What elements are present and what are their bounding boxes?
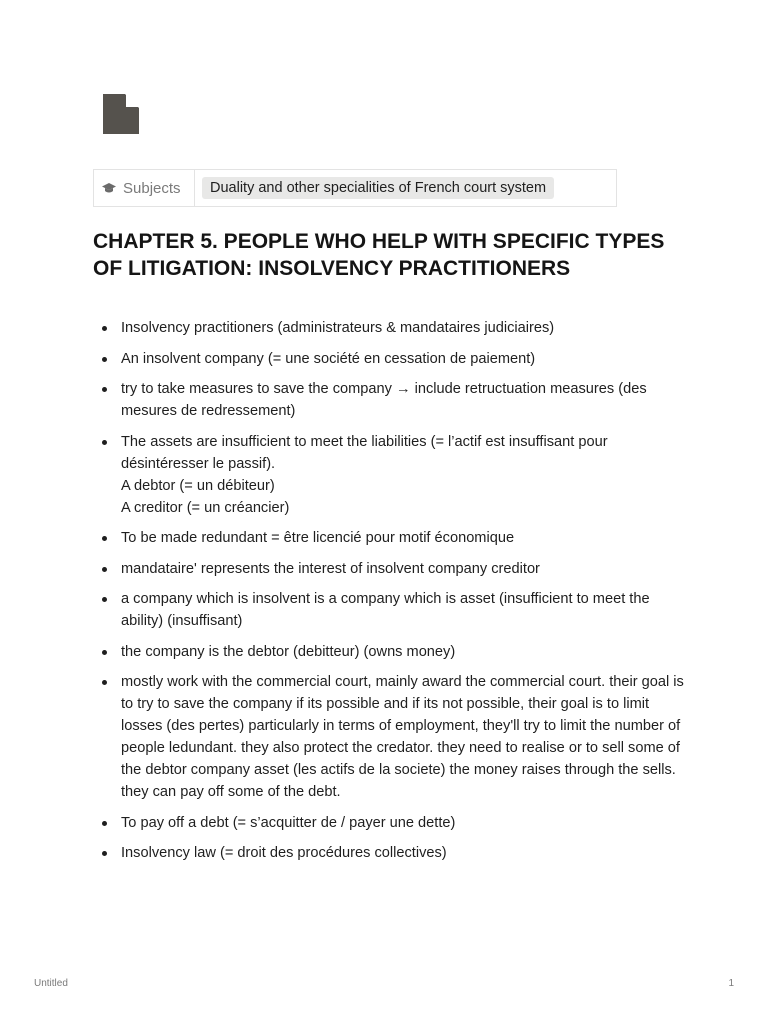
list-item: An insolvent company (= une société en cessation de paiement) [93,348,693,370]
list-item: a company which is insolvent is a company which is asset (insufficient to meet the ability) (insuffisant) [93,588,693,632]
bullet-list [93,317,693,873]
list-item: To pay off a debt (= s’acquitter de / payer une dette) [93,812,693,834]
page-title: CHAPTER 5. PEOPLE WHO HELP WITH SPECIFIC TYPES OF LITIGATION: INSOLVENCY PRACTITIONERS [93,230,665,280]
list-item: Insolvency law (= droit des procédures collectives) [93,842,693,864]
list-item: Insolvency practitioners (administrateurs & mandataires judiciaires) [93,317,693,339]
property-key-label: Subjects [123,179,181,197]
property-key[interactable] [94,170,195,206]
list-item: the company is the debtor (debitteur) (owns money) [93,641,693,663]
page-icon [103,94,139,134]
list-item: mostly work with the commercial court, mainly award the commercial court. their goal is to try to save the company if its possible and if its not possible, their goal is to limit losses (des pertes) particularly in terms of employment, they'll try to limit the number of people ledundant. they also protect the credator. they need to realise or to sell some of the debtor company asset (les actifs de la societe) the money raises through the sells. they can pay off some of the debt. [93,671,693,803]
list-item: The assets are insufficient to meet the liabilities (= l’actif est insuffisant pour désintéresser le passif). A debtor (= un débiteur) A creditor (= un créancier) [93,431,693,519]
list-item: try to take measures to save the company → include retructuation measures (des mesures de redressement) [93,378,693,422]
properties-row [93,169,617,207]
list-item: mandataire' represents the interest of insolvent company creditor [93,558,693,580]
graduation-cap-icon [102,182,116,194]
list-item: To be made redundant = être licencié pour motif économique [93,527,693,549]
footer-document-title: Untitled [34,978,68,989]
subject-tag[interactable]: Duality and other specialities of French court system [202,177,554,199]
footer-page-number: 1 [728,978,734,989]
property-value[interactable] [195,177,554,199]
